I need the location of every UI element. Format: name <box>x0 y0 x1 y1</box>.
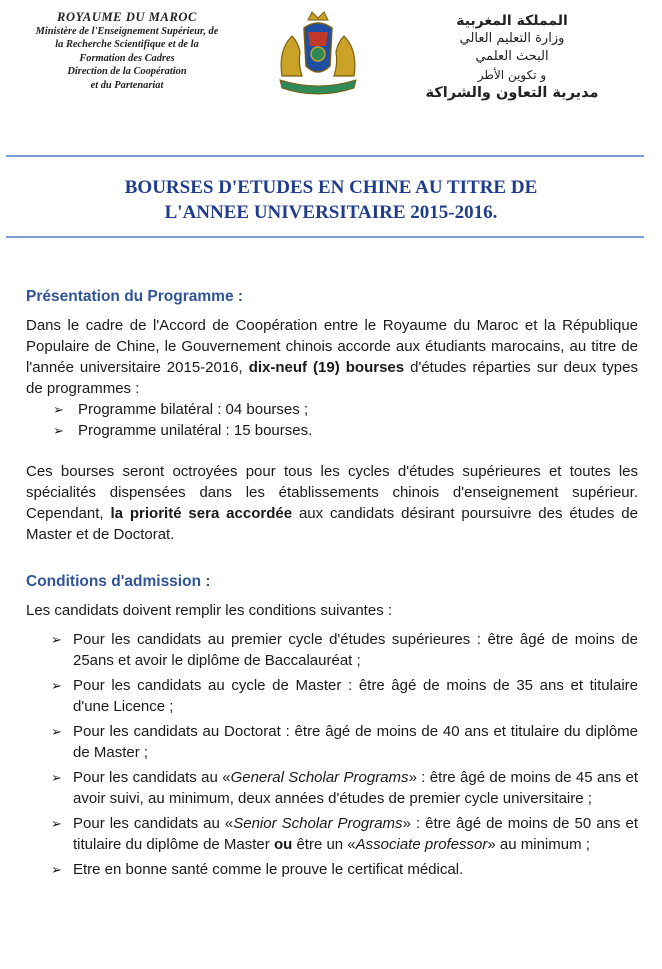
direction-line: et du Partenariat <box>90 79 164 91</box>
conditions-list <box>26 629 638 880</box>
direction-line-arabic: مديرية التعاون والشراكة <box>425 85 599 101</box>
arrow-bullet-icon: ➢ <box>51 678 62 693</box>
list-item: ➢ Pour les candidats au cycle de Master : être âgé de moins de 35 ans et titulaire d'une Licence ; <box>51 677 638 715</box>
arrow-bullet-icon: ➢ <box>53 402 64 417</box>
arrow-bullet-icon: ➢ <box>51 724 62 739</box>
arrow-bullet-icon: ➢ <box>51 770 62 785</box>
list-item: ➢ Etre en bonne santé comme le prouve le certificat médical. <box>51 861 464 878</box>
conditions-intro: Les candidats doivent remplir les conditions suivantes : <box>26 602 393 619</box>
list-item: ➢ Programme bilatéral : 04 bourses ; <box>53 401 309 418</box>
kingdom-name: ROYAUME DU MAROC <box>57 10 197 24</box>
ministry-line: la Recherche Scientifique et de la <box>55 39 199 51</box>
list-item: ➢ Pour les candidats au premier cycle d'études supérieures : être âgé de moins de 25ans et avoir le diplôme de Baccalauréat ; <box>51 631 638 669</box>
presentation-paragraph: Dans le cadre de l'Accord de Coopération entre le Royaume du Maroc et la République Populaire de Chine, le Gouvernement chinois accorde aux étudiants marocains, au titre de l'année universitaire 2015-2016, dix-neuf (19) bourses d'études réparties sur deux types de programmes : <box>26 317 638 397</box>
arrow-bullet-icon: ➢ <box>53 423 64 438</box>
title-line: BOURSES D'ETUDES EN CHINE AU TITRE DE <box>124 177 538 198</box>
document-body <box>26 286 638 884</box>
ministry-line-arabic: البحث العلمي <box>475 49 549 64</box>
header-right-arabic <box>402 12 622 102</box>
ministry-line-arabic: و تكوين الأطر <box>477 68 547 82</box>
list-item: ➢ Pour les candidats au «General Scholar Programs» : être âgé de moins de 45 ans et avoir suivi, au minimum, deux années d'études de premier cycle universitaire ; <box>51 769 639 807</box>
programs-list <box>26 399 638 441</box>
document-title <box>30 175 632 225</box>
ministry-line-arabic: وزارة التعليم العالي <box>459 31 565 46</box>
list-item: ➢ Pour les candidats au Doctorat : être âgé de moins de 40 ans et titulaire du diplôme de Master ; <box>51 723 638 761</box>
ministry-line: Formation des Cadres <box>79 52 175 64</box>
title-bottom-rule <box>6 236 644 238</box>
direction-line: Direction de la Coopération <box>67 66 187 78</box>
section-heading-conditions: Conditions d'admission : <box>26 573 211 590</box>
ministry-line: Ministère de l'Enseignement Supérieur, de <box>35 26 219 37</box>
priority-paragraph: Ces bourses seront octroyées pour tous les cycles d'études supérieures et toutes les spécialités dispensées dans les établissements chinois d'enseignement supérieur. Cependant, la priorité sera accordée aux candidats désirant poursuivre des études de Master et de Doctorat. <box>26 463 638 543</box>
kingdom-name-arabic: المملكة المغربية <box>456 13 568 29</box>
list-item: ➢ Pour les candidats au «Senior Scholar Programs» : être âgé de moins de 50 ans et titulaire du diplôme de Master ou être un «Associate professor» au minimum ; <box>51 815 638 853</box>
header-left-french <box>4 10 250 92</box>
title-top-rule <box>6 155 644 157</box>
section-heading-presentation: Présentation du Programme : <box>26 288 244 305</box>
list-item: ➢ Programme unilatéral : 15 bourses. <box>53 422 313 439</box>
title-line: L'ANNEE UNIVERSITAIRE 2015-2016. <box>164 202 498 223</box>
arrow-bullet-icon: ➢ <box>51 632 62 647</box>
arrow-bullet-icon: ➢ <box>51 816 62 831</box>
arrow-bullet-icon: ➢ <box>51 862 62 877</box>
coat-of-arms-icon <box>270 6 366 102</box>
